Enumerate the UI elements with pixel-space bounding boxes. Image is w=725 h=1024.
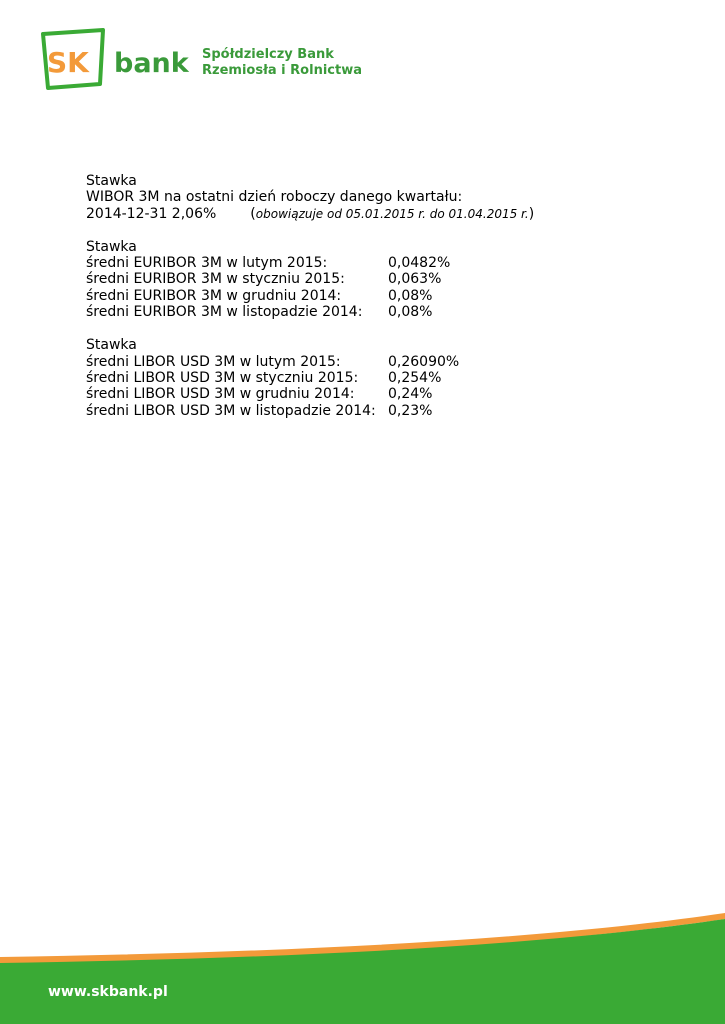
euribor-list xyxy=(86,255,686,320)
euribor-row xyxy=(86,288,686,304)
libor-row xyxy=(86,403,686,419)
euribor-row xyxy=(86,255,686,271)
wibor-rate-line xyxy=(86,206,686,222)
euribor-row xyxy=(86,304,686,320)
logo-word: bank xyxy=(114,48,189,79)
libor-value: 0,26090% xyxy=(388,353,460,370)
euribor-row xyxy=(86,271,686,287)
libor-heading: Stawka xyxy=(86,337,137,354)
bank-logo xyxy=(40,28,370,92)
euribor-label: średni EURIBOR 3M w listopadzie 2014: xyxy=(86,304,363,321)
libor-list xyxy=(86,354,686,419)
euribor-value: 0,08% xyxy=(388,304,433,321)
libor-row xyxy=(86,354,686,370)
libor-value: 0,254% xyxy=(388,369,442,386)
bank-name-line1: Spółdzielczy Bank xyxy=(202,47,334,62)
euribor-value: 0,0482% xyxy=(388,255,451,272)
libor-label: średni LIBOR USD 3M w styczniu 2015: xyxy=(86,369,359,386)
wibor-note-open: ( xyxy=(250,205,256,222)
libor-label: średni LIBOR USD 3M w listopadzie 2014: xyxy=(86,402,376,419)
wibor-validity-note: obowiązuje od 05.01.2015 r. do 01.04.2015 r. xyxy=(255,206,529,221)
euribor-value: 0,063% xyxy=(388,271,442,288)
libor-value: 0,23% xyxy=(388,402,433,419)
libor-label: średni LIBOR USD 3M w grudniu 2014: xyxy=(86,386,355,403)
wibor-note-close: ) xyxy=(528,205,535,222)
euribor-label: średni EURIBOR 3M w lutym 2015: xyxy=(86,255,328,272)
libor-row xyxy=(86,370,686,386)
wibor-description: WIBOR 3M na ostatni dzień roboczy danego kwartału: xyxy=(86,189,463,206)
euribor-value: 0,08% xyxy=(388,287,433,304)
libor-value: 0,24% xyxy=(388,386,433,403)
bank-name-line2: Rzemiosła i Rolnictwa xyxy=(202,63,362,78)
libor-label: średni LIBOR USD 3M w lutym 2015: xyxy=(86,353,341,370)
logo-mark-text: SK xyxy=(47,46,89,79)
euribor-label: średni EURIBOR 3M w grudniu 2014: xyxy=(86,287,342,304)
footer-wave xyxy=(0,905,725,1024)
bank-name xyxy=(202,47,362,79)
footer-website-link[interactable]: www.skbank.pl xyxy=(48,984,168,1000)
libor-row xyxy=(86,386,686,402)
euribor-label: średni EURIBOR 3M w styczniu 2015: xyxy=(86,271,345,288)
euribor-heading: Stawka xyxy=(86,238,137,255)
wibor-date-value: 2014-12-31 2,06% xyxy=(86,205,217,222)
rates-content xyxy=(86,173,686,419)
sk-logo-icon xyxy=(40,28,106,90)
wibor-heading: Stawka xyxy=(86,173,137,189)
